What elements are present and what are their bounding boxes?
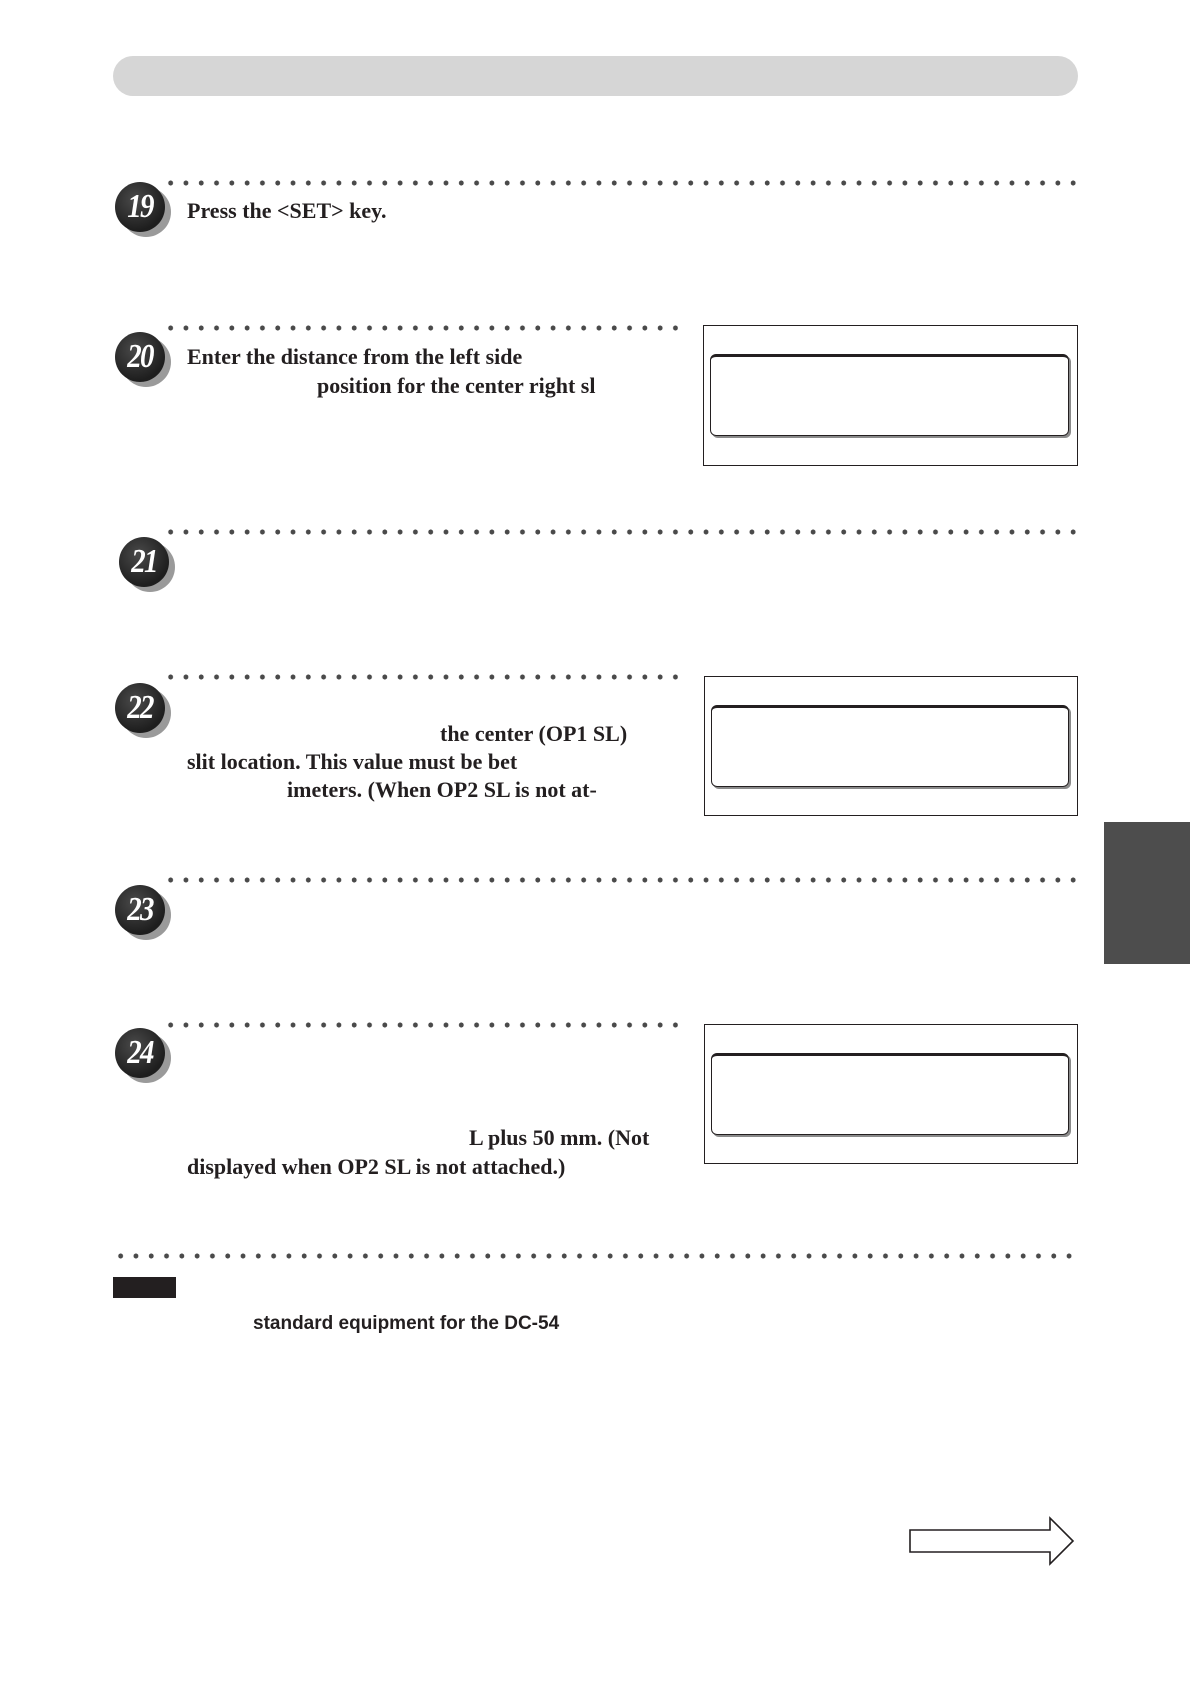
step-number: 22	[127, 689, 153, 726]
dotted-separator	[113, 1253, 1078, 1259]
step-number: 21	[131, 543, 157, 580]
step-instruction: L plus 50 mm. (Not	[469, 1125, 650, 1150]
header-bar	[113, 56, 1078, 96]
lcd-screen	[710, 354, 1069, 436]
step-instruction: position for the center right sl	[317, 373, 596, 398]
step-number: 23	[127, 891, 153, 928]
step-instruction: displayed when OP2 SL is not attached.)	[187, 1154, 566, 1179]
lcd-display-panel	[704, 1024, 1078, 1164]
step-instruction: imeters. (When OP2 SL is not at-	[287, 777, 597, 802]
dotted-separator	[163, 674, 678, 680]
step-instruction: slit location. This value must be bet	[187, 749, 518, 774]
step-number-badge	[115, 182, 167, 234]
step-instruction: Press the <SET> key.	[187, 198, 387, 223]
step-number-badge	[115, 1028, 167, 1080]
note-label-tag	[113, 1277, 176, 1298]
step-number-badge	[115, 683, 167, 735]
chapter-side-tab	[1104, 822, 1190, 964]
lcd-screen	[711, 705, 1069, 787]
step-number: 24	[127, 1034, 153, 1071]
step-instruction: Enter the distance from the left side	[187, 344, 523, 369]
right-arrow-outline-icon	[908, 1515, 1076, 1567]
step-number-badge	[115, 332, 167, 384]
lcd-display-panel	[704, 676, 1078, 816]
step-instruction: the center (OP1 SL)	[440, 721, 628, 746]
step-number-badge	[115, 885, 167, 937]
lcd-screen	[711, 1053, 1069, 1135]
dotted-separator	[163, 1022, 678, 1028]
dotted-separator	[163, 529, 1078, 535]
lcd-display-panel	[703, 325, 1078, 466]
step-number: 19	[127, 188, 153, 225]
note-text: standard equipment for the DC-54	[253, 1313, 560, 1334]
step-number-badge	[119, 537, 171, 589]
step-number: 20	[127, 338, 153, 375]
dotted-separator	[163, 180, 1078, 186]
dotted-separator	[163, 877, 1078, 883]
dotted-separator	[163, 325, 678, 331]
